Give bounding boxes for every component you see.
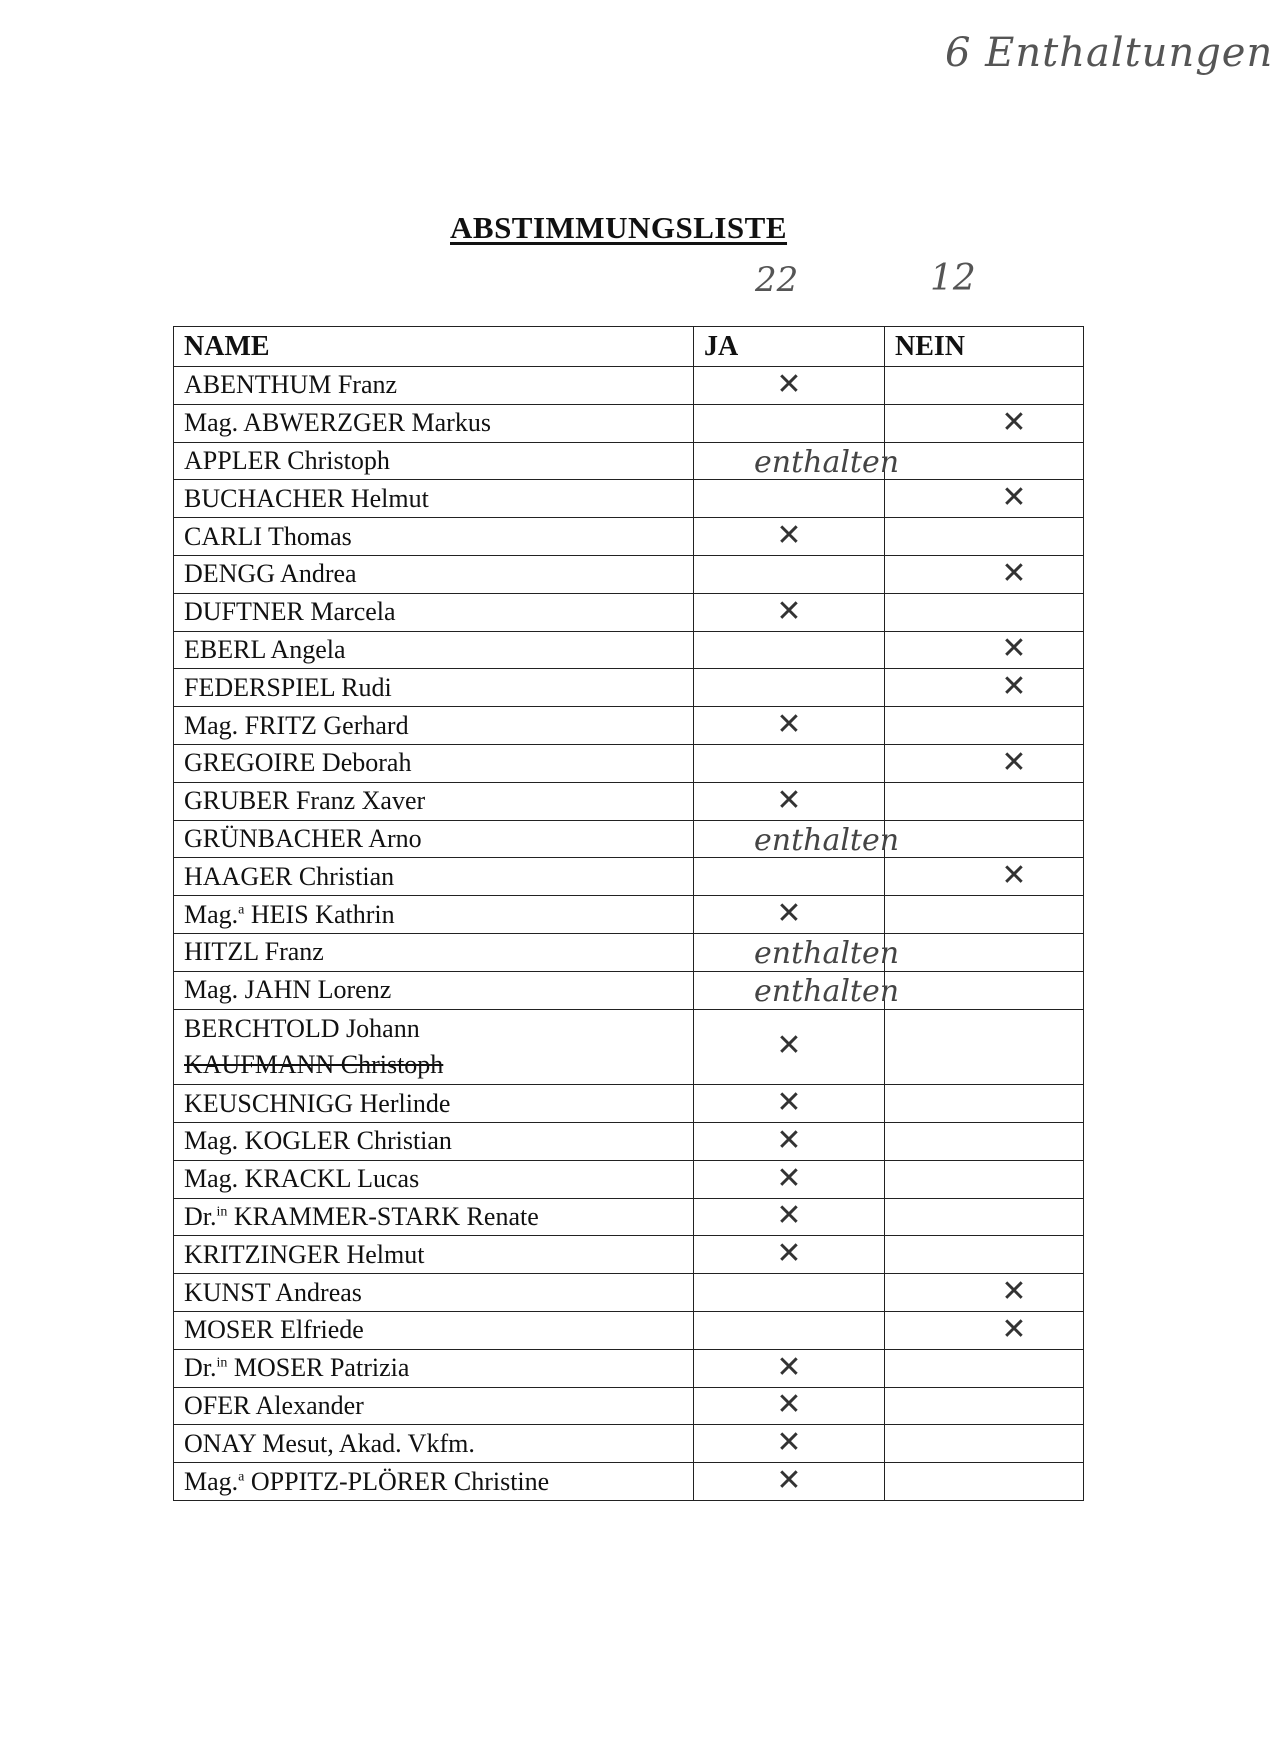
member-title: Mag. [184, 1466, 239, 1496]
ja-cross-mark: ✕ [776, 707, 802, 743]
ja-cell [694, 593, 885, 631]
ja-cell [694, 1085, 885, 1123]
ja-cross-mark: ✕ [776, 896, 802, 932]
ja-cell [694, 858, 885, 896]
table-row [174, 1085, 1084, 1123]
handwritten-abstain-note: enthalten [754, 822, 900, 858]
table-row [174, 858, 1084, 896]
nein-cross-mark: ✕ [1001, 1311, 1027, 1347]
nein-cross-mark: ✕ [1001, 744, 1027, 780]
member-name [184, 745, 693, 781]
member-name-cell [174, 631, 694, 669]
nein-cell [885, 1236, 1084, 1274]
ja-cell [694, 1463, 885, 1501]
member-name [184, 405, 693, 441]
ja-cell [694, 669, 885, 707]
member-name-cell [174, 782, 694, 820]
member-name-cell [174, 1198, 694, 1236]
nein-cross-mark: ✕ [1001, 555, 1027, 591]
member-name [184, 1350, 693, 1386]
ja-cell [694, 1122, 885, 1160]
table-row [174, 820, 1084, 858]
member-name-cell [174, 518, 694, 556]
table-row [174, 744, 1084, 782]
nein-cross-mark: ✕ [1001, 404, 1027, 440]
member-name [184, 1388, 693, 1424]
member-name-text: KRACKL Lucas [244, 1164, 420, 1194]
table-row [174, 782, 1084, 820]
member-name [184, 1426, 693, 1462]
table-row [174, 631, 1084, 669]
ja-cross-mark: ✕ [776, 1122, 802, 1158]
struck-name: KAUFMANN Christoph [184, 1049, 444, 1079]
nein-cell [885, 744, 1084, 782]
nein-cell [885, 782, 1084, 820]
nein-cell [885, 367, 1084, 405]
member-name-text: KRITZINGER Helmut [184, 1239, 425, 1269]
ja-cell [694, 442, 900, 480]
ja-cell [694, 782, 885, 820]
nein-cross-mark: ✕ [1001, 631, 1027, 667]
ja-cross-mark: ✕ [776, 1028, 802, 1064]
ja-cell [694, 896, 885, 934]
member-name-text: EBERL Angela [184, 634, 346, 664]
member-name-text: DENGG Andrea [184, 559, 357, 589]
nein-cell [885, 1085, 1084, 1123]
nein-cell [885, 1198, 1084, 1236]
nein-cell [885, 1009, 1084, 1085]
member-name-cell [174, 669, 694, 707]
table-row [174, 1009, 1084, 1085]
ja-cross-mark: ✕ [776, 1463, 802, 1498]
nein-cell [885, 971, 1084, 1009]
member-name [184, 481, 693, 517]
table-row [174, 971, 1084, 1009]
member-name-cell [174, 367, 694, 405]
ja-cell [694, 820, 900, 858]
member-name-text: HEIS Kathrin [250, 899, 395, 929]
member-name-text: FEDERSPIEL Rudi [184, 672, 392, 702]
ja-cell [694, 744, 885, 782]
vote-table-body [174, 367, 1084, 1501]
ja-cell [694, 1236, 885, 1274]
member-name-cell [174, 1009, 694, 1085]
ja-cross-mark: ✕ [776, 1425, 802, 1461]
nein-cell [885, 1160, 1084, 1198]
member-name-cell [174, 820, 694, 858]
member-name-cell [174, 1349, 694, 1387]
table-row [174, 1425, 1084, 1463]
ja-cross-mark: ✕ [776, 518, 802, 554]
ja-cell [694, 404, 885, 442]
table-row [174, 1198, 1084, 1236]
ja-cell [694, 1387, 885, 1425]
member-name-text: JAHN Lorenz [244, 975, 392, 1005]
header-ja: JA [694, 327, 885, 367]
member-name-cell [174, 1122, 694, 1160]
ja-cell [694, 367, 885, 405]
ja-cross-mark: ✕ [776, 782, 802, 818]
ja-cell [694, 480, 885, 518]
table-row [174, 518, 1084, 556]
ja-cross-mark: ✕ [776, 366, 802, 402]
table-header-row [174, 327, 1084, 367]
nein-cross-mark: ✕ [1001, 669, 1027, 705]
member-name [184, 1161, 693, 1197]
nein-cell [885, 1274, 1084, 1312]
member-name-cell [174, 744, 694, 782]
member-title: Mag. [184, 1126, 239, 1156]
member-name-cell [174, 593, 694, 631]
vote-table [173, 326, 1084, 1501]
table-row [174, 442, 1084, 480]
ja-cell [694, 631, 885, 669]
member-name-cell [174, 1236, 694, 1274]
member-title: Dr. [184, 1201, 217, 1231]
ja-cell [694, 1311, 885, 1349]
member-name [184, 897, 693, 933]
ja-cell [694, 1160, 885, 1198]
nein-cell [885, 933, 1084, 971]
ja-cell [694, 518, 885, 556]
member-name [184, 632, 693, 668]
ja-cross-mark: ✕ [776, 1387, 802, 1423]
member-name-cell [174, 1160, 694, 1198]
nein-cell [885, 631, 1084, 669]
table-row [174, 896, 1084, 934]
member-name-cell [174, 555, 694, 593]
member-name-text: DUFTNER Marcela [184, 597, 396, 627]
member-name-text: KOGLER Christian [244, 1126, 452, 1156]
member-name [184, 1086, 693, 1122]
nein-cell [885, 442, 1084, 480]
member-name-cell [174, 971, 694, 1009]
member-name-text: KRAMMER-STARK Renate [233, 1201, 539, 1231]
nein-cell [885, 858, 1084, 896]
handwritten-abstain-note: enthalten [754, 444, 900, 480]
member-name [184, 594, 693, 630]
handwritten-nein-tally: 12 [930, 258, 976, 299]
member-name-text: FRITZ Gerhard [244, 710, 409, 740]
nein-cell [885, 1387, 1084, 1425]
table-row [174, 1274, 1084, 1312]
nein-cross-mark: ✕ [1001, 858, 1027, 894]
member-name-text: BERCHTOLD Johann [184, 1013, 420, 1043]
member-name-cell [174, 933, 694, 971]
member-name [184, 821, 693, 857]
ja-cell [694, 1349, 885, 1387]
member-title: Mag. [184, 408, 239, 438]
nein-cell [885, 1349, 1084, 1387]
nein-cell [885, 518, 1084, 556]
member-name-text: OPPITZ-PLÖRER Christine [250, 1466, 550, 1496]
member-name-cell [174, 1463, 694, 1501]
table-row [174, 707, 1084, 745]
member-name-cell [174, 896, 694, 934]
nein-cross-mark: ✕ [1001, 1274, 1027, 1310]
table-row [174, 1349, 1084, 1387]
nein-cell [885, 707, 1084, 745]
member-name [184, 708, 693, 744]
member-name [184, 783, 693, 819]
table-row [174, 480, 1084, 518]
handwritten-ja-tally: 22 [755, 260, 799, 300]
handwritten-abstain-note: enthalten [754, 973, 900, 1009]
member-name [184, 1237, 693, 1273]
ja-cell [694, 1274, 885, 1312]
member-title-suffix: a [238, 901, 245, 917]
member-name [184, 443, 693, 479]
nein-cell [885, 1463, 1084, 1501]
member-name [184, 1312, 693, 1348]
member-title: Mag. [184, 710, 239, 740]
member-name [184, 556, 693, 592]
ja-cell [694, 1009, 885, 1085]
member-name-cell [174, 442, 694, 480]
member-name-text: GREGOIRE Deborah [184, 748, 412, 778]
ja-cell [694, 1198, 885, 1236]
nein-cell [885, 1311, 1084, 1349]
ja-cross-mark: ✕ [776, 1236, 802, 1272]
member-name-cell [174, 480, 694, 518]
member-name [184, 519, 693, 555]
ja-cell [694, 971, 900, 1009]
handwritten-abstain-note: enthalten [754, 935, 900, 971]
member-name [184, 1011, 693, 1047]
member-title: Mag. [184, 1164, 239, 1194]
document-title: ABSTIMMUNGSLISTE [450, 210, 788, 245]
member-name-cell [174, 404, 694, 442]
member-name-text: HITZL Franz [184, 937, 324, 967]
nein-cell [885, 896, 1084, 934]
member-name [184, 670, 693, 706]
member-name-text: KUNST Andreas [184, 1277, 362, 1307]
member-name-cell [174, 1387, 694, 1425]
ja-cross-mark: ✕ [776, 1085, 802, 1121]
member-name-cell [174, 707, 694, 745]
nein-cell [885, 480, 1084, 518]
ja-cross-mark: ✕ [776, 1349, 802, 1385]
member-name-cell [174, 1425, 694, 1463]
member-name [184, 934, 693, 970]
ja-cross-mark: ✕ [776, 593, 802, 629]
header-name: NAME [174, 327, 694, 367]
member-name [184, 1464, 693, 1500]
table-row [174, 555, 1084, 593]
table-row [174, 1463, 1084, 1501]
table-row [174, 1160, 1084, 1198]
member-name [184, 972, 693, 1008]
member-name-text: ONAY Mesut, Akad. Vkfm. [184, 1428, 475, 1458]
ja-cross-mark: ✕ [776, 1160, 802, 1196]
member-name-text: KEUSCHNIGG Herlinde [184, 1088, 451, 1118]
ja-cell [694, 555, 885, 593]
member-title: Dr. [184, 1353, 217, 1383]
nein-cell [885, 593, 1084, 631]
member-name-cell [174, 1085, 694, 1123]
member-name-text: OFER Alexander [184, 1390, 364, 1420]
ja-cell [694, 707, 885, 745]
member-title-suffix: a [238, 1468, 245, 1484]
nein-cross-mark: ✕ [1001, 480, 1027, 516]
table-row [174, 1236, 1084, 1274]
member-title: Mag. [184, 899, 239, 929]
member-name-text: MOSER Elfriede [184, 1315, 364, 1345]
member-name-text: CARLI Thomas [184, 521, 352, 551]
table-row [174, 593, 1084, 631]
member-name [184, 367, 693, 403]
nein-cell [885, 1122, 1084, 1160]
header-nein: NEIN [885, 327, 1084, 367]
member-name-text: GRÜNBACHER Arno [184, 823, 422, 853]
ja-cell [694, 933, 900, 971]
member-name [184, 1199, 693, 1235]
nein-cell [885, 820, 1084, 858]
member-name-text: HAAGER Christian [184, 861, 395, 891]
member-name-cell [174, 1274, 694, 1312]
table-row [174, 1387, 1084, 1425]
member-name-text: MOSER Patrizia [233, 1353, 410, 1383]
member-name-text: APPLER Christoph [184, 445, 390, 475]
nein-cell [885, 1425, 1084, 1463]
member-name-cell [174, 858, 694, 896]
table-row [174, 1311, 1084, 1349]
member-name-text: BUCHACHER Helmut [184, 483, 429, 513]
member-title: Mag. [184, 975, 239, 1005]
member-title-suffix: in [216, 1355, 228, 1371]
member-name [184, 1123, 693, 1159]
table-row [174, 669, 1084, 707]
nein-cell [885, 404, 1084, 442]
table-row [174, 933, 1084, 971]
member-name [184, 1275, 693, 1311]
member-name-text: ABWERZGER Markus [243, 408, 491, 438]
member-name [184, 859, 693, 895]
table-row [174, 1122, 1084, 1160]
handwritten-abstention-note: 6 Enthaltungen [945, 30, 1273, 76]
nein-cell [885, 555, 1084, 593]
member-name-text: GRUBER Franz Xaver [184, 786, 426, 816]
table-row [174, 367, 1084, 405]
table-row [174, 404, 1084, 442]
ja-cell [694, 1425, 885, 1463]
member-name-text: ABENTHUM Franz [184, 370, 398, 400]
member-title-suffix: in [216, 1204, 228, 1220]
ja-cross-mark: ✕ [776, 1198, 802, 1234]
member-name-cell [174, 1311, 694, 1349]
nein-cell [885, 669, 1084, 707]
